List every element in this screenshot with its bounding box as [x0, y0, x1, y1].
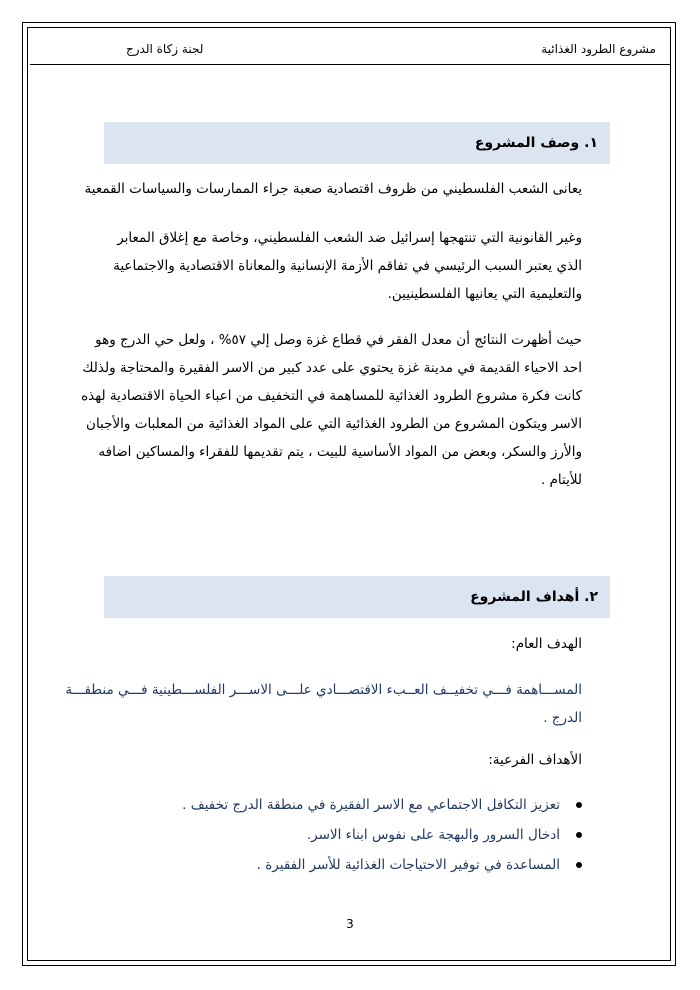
text-line: احد الاحياء القديمة في مدينة غزة يحتوي على عدد كبير من الاسر الفقيرة والمحتاجة ولذلك: [82, 360, 582, 376]
text-line: حيث أظهرت النتائج أن معدل الفقر في قطاع غزة وصل إلي ٥٧% ، ولعل حي الدرج وهو: [95, 332, 582, 348]
bullet-icon: [576, 832, 582, 838]
text-line: والتعليمية التي يعانيها الفلسطينيين.: [387, 286, 582, 302]
page-number: 3: [346, 917, 354, 931]
text-line: والأرز والسكر، وبعض من المواد الأساسية للبيت ، يتم تقديمها للفقراء والمساكين اضافه: [98, 444, 582, 460]
text-line: المســـاهمة فـــي تخفيــف العــبء الاقتصـــادي علـــى الاســـر الفلســـطينية فـــي منطقـــة: [65, 682, 582, 698]
section-heading-description: [104, 122, 610, 164]
text-line: كانت فكرة مشروع الطرود الغذائية للمساهمة في التخفيف من اعباء الحياة الاقتصادية لهذه: [81, 388, 582, 404]
general-goal-text: [65, 676, 582, 732]
paragraph-intro-cont: [112, 224, 582, 308]
sub-goals-list: [112, 790, 582, 880]
text-line: يعانى الشعب الفلسطيني من ظروف اقتصادية صعبة جراء الممارسات والسياسات القمعية: [84, 181, 582, 197]
text-line: للأيتام .: [540, 472, 582, 488]
section-title: ١. وصف المشروع: [474, 135, 598, 151]
bullet-icon: [576, 802, 582, 808]
section-title: ٢. أهداف المشروع: [470, 589, 598, 605]
list-item: [112, 790, 582, 820]
sub-goal-text: تعزيز التكافل الاجتماعي مع الاسر الفقيرة في منطقة الدرج تخفيف .: [182, 797, 560, 813]
sub-goals-label: الأهداف الفرعية:: [488, 752, 582, 768]
list-item: [112, 820, 582, 850]
sub-goal-text: المساعدة في توفير الاحتياجات الغذائية للأسر الفقيرة .: [256, 857, 560, 873]
general-goal-label: الهدف العام:: [511, 636, 582, 652]
paragraph-poverty: [81, 326, 582, 494]
text-line: الاسر ويتكون المشروع من الطرود الغذائية التي على المواد الغذائية من المعلبات والأجبان: [86, 416, 582, 432]
sub-goal-text: ادخال السرور والبهجة على نفوس ابناء الاسر.: [306, 827, 560, 843]
section-heading-goals: [104, 576, 610, 618]
bullet-icon: [576, 862, 582, 868]
paragraph-intro: [84, 175, 582, 203]
header-rule: [30, 64, 670, 65]
header-organization: لجنة زكاة الدرج: [126, 42, 204, 56]
text-line: الدرج .: [543, 710, 582, 726]
text-line: وغير القانونية التي تنتهجها إسرائيل ضد الشعب الفلسطيني، وخاصة مع إغلاق المعابر: [117, 230, 582, 246]
header-project-name: مشروع الطرود الغذائية: [541, 42, 656, 56]
page-header: [30, 42, 670, 62]
list-item: [112, 850, 582, 880]
text-line: الذي يعتبر السبب الرئيسي في تفاقم الأزمة الإنسانية والمعاناة الاقتصادية والاجتماعية: [113, 258, 582, 274]
